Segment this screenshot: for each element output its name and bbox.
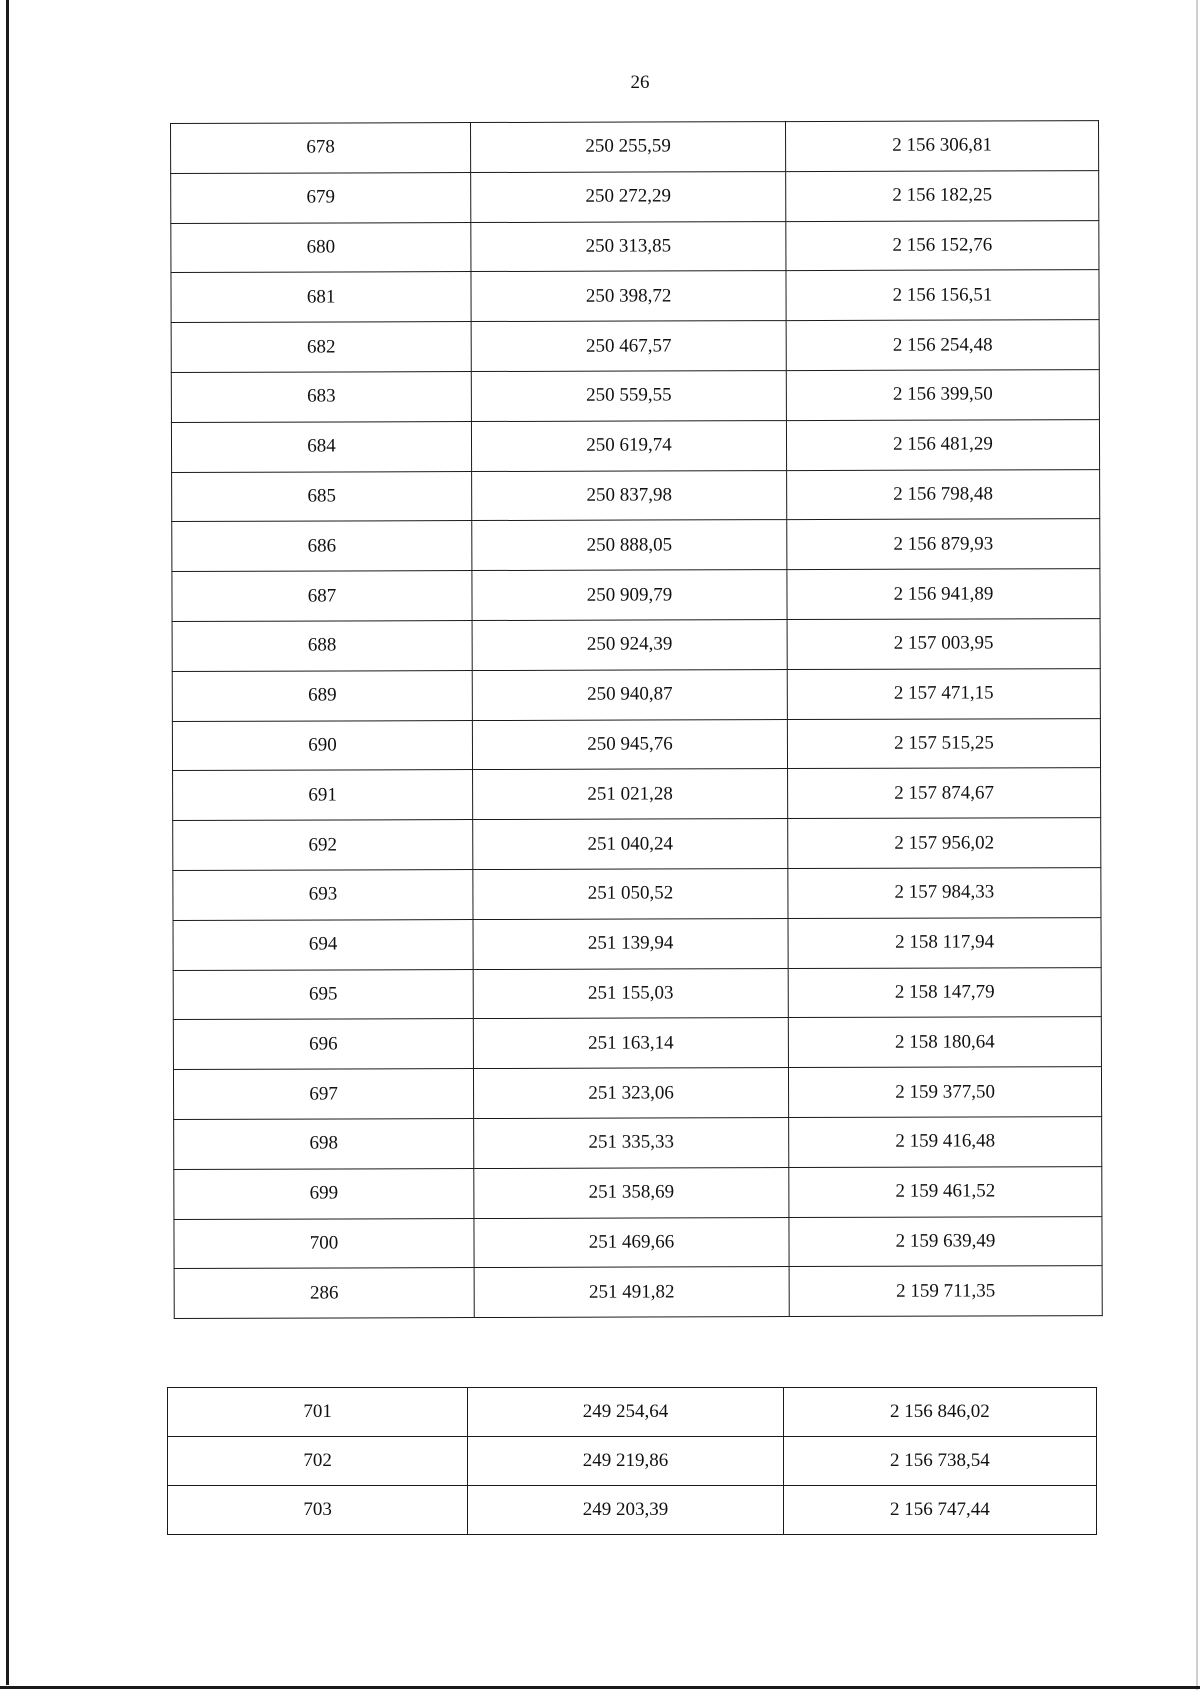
table-row: [173, 1017, 1101, 1070]
point-number-cell: 286: [174, 1268, 474, 1319]
y-coordinate-cell: 2 159 461,52: [789, 1166, 1102, 1217]
point-number-cell: 695: [173, 969, 473, 1020]
y-coordinate-cell: 2 156 846,02: [783, 1388, 1096, 1437]
x-coordinate-cell: 250 559,55: [471, 371, 786, 422]
point-number-cell: 681: [171, 272, 471, 323]
x-coordinate-cell: 251 163,14: [473, 1018, 788, 1069]
table-row: [174, 1216, 1102, 1269]
y-coordinate-cell: 2 157 003,95: [787, 619, 1100, 670]
table-row: [173, 1067, 1101, 1120]
table-row: [174, 1117, 1102, 1170]
y-coordinate-cell: 2 156 152,76: [786, 220, 1099, 271]
page-number: 26: [630, 72, 650, 93]
coordinates-table-main: [170, 120, 1103, 1319]
x-coordinate-cell: 251 358,69: [474, 1167, 789, 1218]
y-coordinate-cell: 2 159 639,49: [789, 1216, 1102, 1267]
point-number-cell: 683: [171, 372, 471, 423]
x-coordinate-cell: 251 050,52: [473, 869, 788, 920]
point-number-cell: 692: [173, 820, 473, 871]
point-number-cell: 678: [171, 123, 471, 174]
table-row: [173, 868, 1101, 921]
x-coordinate-cell: 250 313,85: [471, 221, 786, 272]
x-coordinate-cell: 250 619,74: [471, 420, 786, 471]
point-number-cell: 693: [173, 870, 473, 921]
y-coordinate-cell: 2 159 711,35: [789, 1266, 1102, 1317]
x-coordinate-cell: 251 155,03: [473, 968, 788, 1019]
x-coordinate-cell: 249 203,39: [468, 1486, 783, 1535]
y-coordinate-cell: 2 156 254,48: [786, 320, 1099, 371]
point-number-cell: 689: [172, 670, 472, 721]
point-number-cell: 685: [172, 471, 472, 522]
y-coordinate-cell: 2 156 738,54: [783, 1437, 1096, 1486]
y-coordinate-cell: 2 156 156,51: [786, 270, 1099, 321]
table-row: [173, 768, 1101, 821]
y-coordinate-cell: 2 158 147,79: [788, 967, 1101, 1018]
table-row: [172, 569, 1100, 622]
x-coordinate-cell: 249 254,64: [468, 1388, 783, 1437]
point-number-cell: 700: [174, 1218, 474, 1269]
y-coordinate-cell: 2 156 747,44: [783, 1486, 1096, 1535]
point-number-cell: 694: [173, 919, 473, 970]
y-coordinate-cell: 2 157 956,02: [788, 818, 1101, 869]
point-number-cell: 687: [172, 571, 472, 622]
point-number-cell: 698: [174, 1118, 474, 1169]
point-number-cell: 682: [171, 322, 471, 373]
y-coordinate-cell: 2 157 874,67: [788, 768, 1101, 819]
table-row: [173, 917, 1101, 970]
x-coordinate-cell: 251 323,06: [473, 1068, 788, 1119]
x-coordinate-cell: 250 255,59: [471, 122, 786, 173]
y-coordinate-cell: 2 156 481,29: [786, 419, 1099, 470]
y-coordinate-cell: 2 159 377,50: [788, 1067, 1101, 1118]
table-row: [172, 469, 1100, 522]
table-row: [173, 818, 1101, 871]
x-coordinate-cell: 250 398,72: [471, 271, 786, 322]
point-number-cell: 680: [171, 222, 471, 273]
table-row: [171, 320, 1099, 373]
y-coordinate-cell: 2 156 306,81: [785, 121, 1098, 172]
y-coordinate-cell: 2 156 399,50: [786, 370, 1099, 421]
y-coordinate-cell: 2 158 117,94: [788, 917, 1101, 968]
point-number-cell: 697: [173, 1069, 473, 1120]
table-row: [168, 1388, 1097, 1437]
point-number-cell: 688: [172, 621, 472, 672]
table-row: [174, 1166, 1102, 1219]
table-row: [172, 718, 1100, 771]
x-coordinate-cell: 251 139,94: [473, 918, 788, 969]
table-row: [168, 1437, 1097, 1486]
table-row: [172, 668, 1100, 721]
x-coordinate-cell: 249 219,86: [468, 1437, 783, 1486]
point-number-cell: 690: [172, 720, 472, 771]
y-coordinate-cell: 2 158 180,64: [788, 1017, 1101, 1068]
page-right-edge: [1196, 0, 1198, 1690]
x-coordinate-cell: 251 491,82: [474, 1267, 789, 1318]
table-body: [171, 121, 1103, 1319]
x-coordinate-cell: 251 021,28: [473, 769, 788, 820]
x-coordinate-cell: 250 888,05: [472, 520, 787, 571]
table-row: [171, 370, 1099, 423]
y-coordinate-cell: 2 156 182,25: [786, 170, 1099, 221]
table-row: [171, 121, 1099, 174]
x-coordinate-cell: 250 272,29: [471, 171, 786, 222]
page-bottom-edge: [0, 1686, 1200, 1689]
y-coordinate-cell: 2 156 798,48: [787, 469, 1100, 520]
point-number-cell: 691: [173, 770, 473, 821]
table-row: [171, 220, 1099, 273]
coordinates-table-second: [167, 1387, 1097, 1535]
table-row: [172, 519, 1100, 572]
y-coordinate-cell: 2 159 416,48: [789, 1117, 1102, 1168]
y-coordinate-cell: 2 157 471,15: [787, 668, 1100, 719]
table-row: [173, 967, 1101, 1020]
x-coordinate-cell: 251 335,33: [474, 1117, 789, 1168]
x-coordinate-cell: 251 469,66: [474, 1217, 789, 1268]
point-number-cell: 701: [168, 1388, 468, 1437]
x-coordinate-cell: 250 924,39: [472, 620, 787, 671]
x-coordinate-cell: 251 040,24: [473, 819, 788, 870]
y-coordinate-cell: 2 157 984,33: [788, 868, 1101, 919]
point-number-cell: 703: [168, 1486, 468, 1535]
point-number-cell: 684: [171, 421, 471, 472]
point-number-cell: 696: [173, 1019, 473, 1070]
table-row: [174, 1266, 1102, 1319]
x-coordinate-cell: 250 467,57: [471, 321, 786, 372]
y-coordinate-cell: 2 157 515,25: [787, 718, 1100, 769]
table-row: [171, 270, 1099, 323]
table-row: [168, 1486, 1097, 1535]
table-body: [168, 1388, 1097, 1535]
point-number-cell: 702: [168, 1437, 468, 1486]
x-coordinate-cell: 250 940,87: [472, 669, 787, 720]
page-left-edge: [6, 0, 9, 1685]
y-coordinate-cell: 2 156 941,89: [787, 569, 1100, 620]
point-number-cell: 686: [172, 521, 472, 572]
point-number-cell: 679: [171, 172, 471, 223]
x-coordinate-cell: 250 837,98: [472, 470, 787, 521]
table-row: [172, 619, 1100, 672]
table-row: [171, 419, 1099, 472]
x-coordinate-cell: 250 945,76: [472, 719, 787, 770]
x-coordinate-cell: 250 909,79: [472, 570, 787, 621]
table-row: [171, 170, 1099, 223]
y-coordinate-cell: 2 156 879,93: [787, 519, 1100, 570]
point-number-cell: 699: [174, 1168, 474, 1219]
